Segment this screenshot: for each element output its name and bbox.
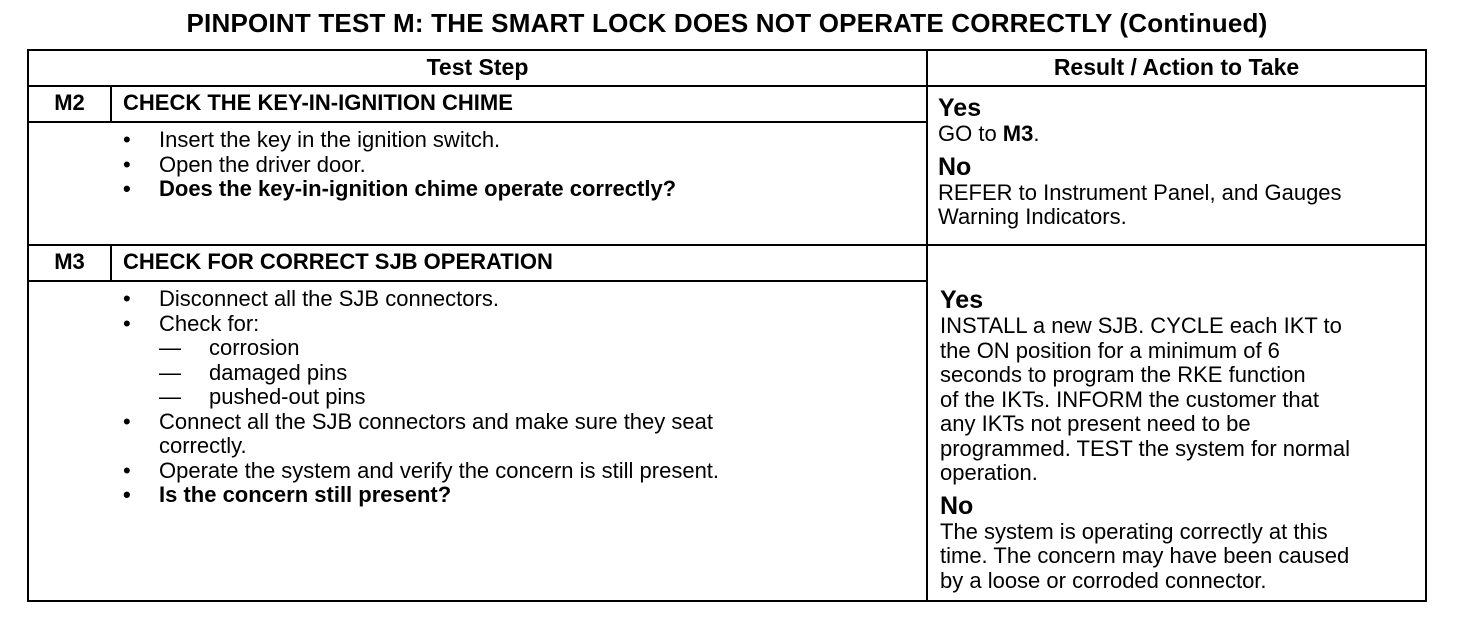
no-action-line: time. The concern may have been caused	[940, 543, 1350, 568]
yes-action-line: programmed. TEST the system for normal	[940, 435, 1350, 461]
yes-action-line: INSTALL a new SJB. CYCLE each IKT to	[940, 313, 1342, 338]
list-item-question: • Does the key-in-ignition chime operate correctly?	[123, 176, 677, 201]
dash-icon: —	[159, 335, 181, 360]
bullet-icon: •	[123, 286, 131, 311]
no-action: REFER to Instrument Panel, and Gauges Warning Indicators.	[938, 179, 1342, 229]
list-item: • Connect all the SJB connectors and make sure they seat correctly.	[123, 408, 713, 458]
list-item-question: • Is the concern still present?	[123, 482, 452, 507]
list-item: • Insert the key in the ignition switch.	[123, 127, 501, 152]
sub-list-item: — pushed-out pins	[159, 384, 366, 409]
step-id-m2: M2	[54, 90, 85, 115]
bullet-icon: •	[123, 127, 131, 152]
header-result-action: Result / Action to Take	[1053, 54, 1300, 80]
yes-action-line: of the IKTs. INFORM the customer that	[940, 386, 1320, 412]
yes-action-line: operation.	[940, 460, 1038, 485]
header-divider	[27, 85, 1427, 87]
step-title-m2: CHECK THE KEY-IN-IGNITION CHIME	[123, 90, 513, 115]
sub-list-item: — corrosion	[159, 335, 300, 360]
yes-action-line: any IKTs not present need to be	[940, 411, 1251, 436]
header-test-step: Test Step	[426, 54, 529, 80]
yes-action-line: seconds to program the RKE function	[940, 362, 1306, 387]
bullet-icon: •	[123, 176, 131, 201]
list-item: • Check for:	[123, 310, 260, 336]
list-item: • Open the driver door.	[123, 151, 366, 177]
result-m3	[940, 286, 1422, 593]
step-list-m2	[113, 128, 913, 202]
column-divider-result	[926, 49, 928, 602]
page-title: PINPOINT TEST M: THE SMART LOCK DOES NOT OPERATE CORRECTLY (Continued)	[186, 8, 1268, 38]
dash-icon: —	[159, 384, 181, 409]
bullet-icon: •	[123, 457, 131, 483]
result-m2	[938, 94, 1418, 230]
step-id-m3: M3	[54, 249, 85, 274]
step-list-m3	[113, 287, 913, 508]
no-label: No	[940, 491, 974, 520]
bullet-icon: •	[123, 151, 131, 177]
yes-label: Yes	[940, 286, 984, 314]
bullet-icon: •	[123, 408, 131, 434]
list-item: • Disconnect all the SJB connectors.	[123, 286, 499, 311]
no-action-line: The system is operating correctly at this	[940, 518, 1328, 544]
m2-id-divider	[110, 85, 112, 122]
dash-icon: —	[159, 359, 181, 385]
m2-title-divider	[27, 121, 927, 123]
sub-list-item: — damaged pins	[159, 359, 348, 385]
m2-m3-divider	[27, 244, 1427, 246]
m3-title-divider	[27, 280, 927, 282]
step-title-m3: CHECK FOR CORRECT SJB OPERATION	[123, 249, 553, 274]
yes-label: Yes	[938, 94, 982, 122]
m3-id-divider	[110, 244, 112, 281]
list-item: • Operate the system and verify the concern is still present.	[123, 457, 720, 483]
yes-action-line: the ON position for a minimum of 6	[940, 337, 1280, 363]
yes-action: GO to M3.	[938, 121, 1040, 146]
bullet-icon: •	[123, 482, 131, 507]
bullet-icon: •	[123, 310, 131, 336]
no-label: No	[938, 152, 972, 181]
no-action-line: by a loose or corroded connector.	[940, 567, 1267, 593]
